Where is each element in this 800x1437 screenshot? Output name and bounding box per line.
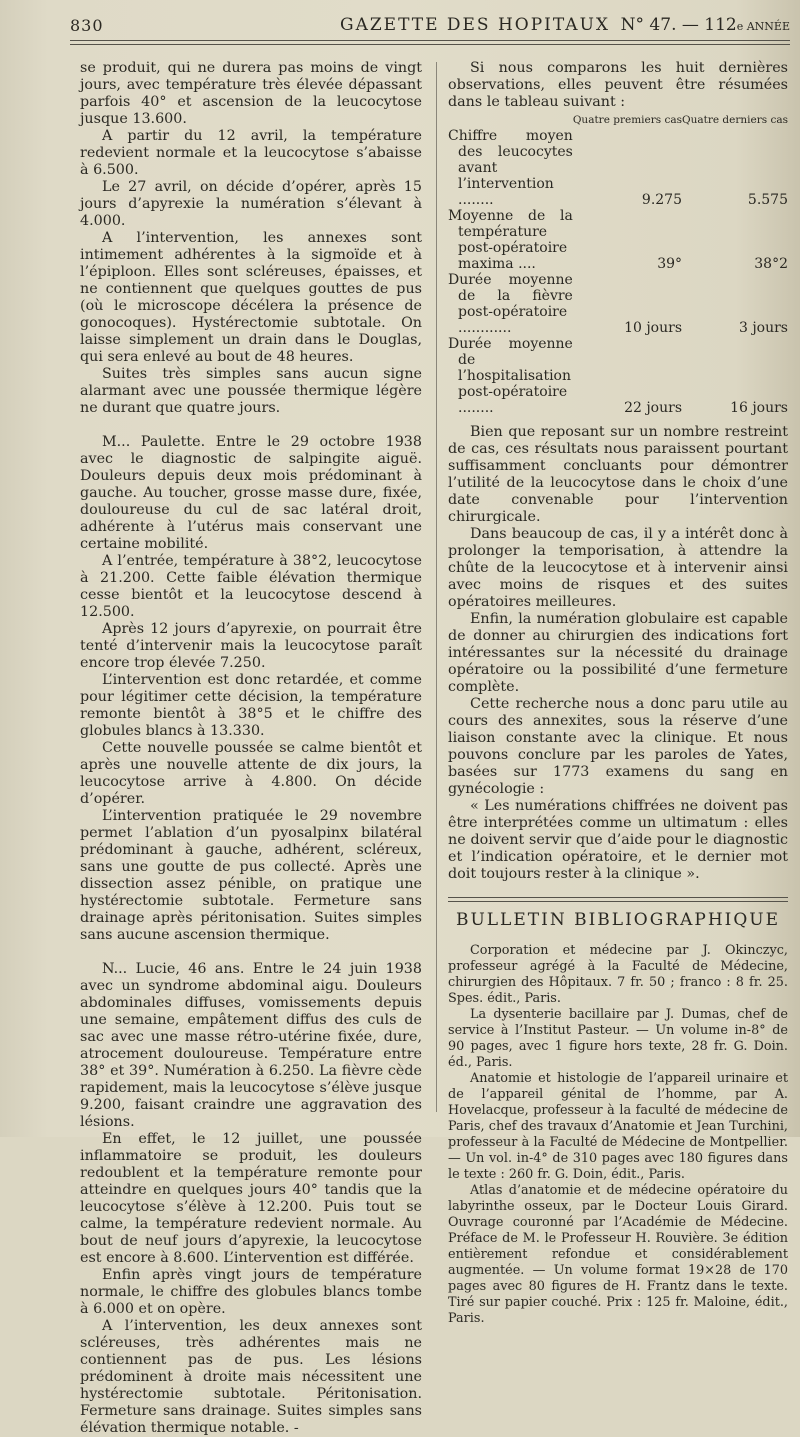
cell-value: 10 jours bbox=[624, 320, 683, 336]
row-label: Durée moyenne de la fièvre post-opératoire ............ bbox=[448, 272, 573, 336]
cell-value: 5.575 bbox=[747, 192, 788, 208]
header-rule bbox=[70, 40, 790, 41]
column-header: Quatre premiers cas bbox=[572, 114, 683, 126]
cell-value: 38°2 bbox=[754, 256, 788, 272]
header-rule-double bbox=[70, 44, 790, 45]
table-row bbox=[448, 128, 788, 208]
bibliography-entry: Atlas d’anatomie et de médecine opératoire du labyrinthe osseux, par le Docteur Louis Girard. Ouvrage couronné par l’Académie de Médecine. Préface de M. le Professeur H. Rouvière. 3e édition entièrement refondue et considérablement augmentée. — Un volume format 19×28 de 170 pages avec 80 figures de H. Frantz dans le texte. Tiré sur papier couché. Prix : 125 fr. Maloine, édit., Paris. bbox=[448, 1183, 788, 1326]
paragraph: Enfin, la numération globulaire est capable de donner au chirurgien des indications fort intéressantes sur la nécessité du drainage opératoire ou la possibilité d’une fermeture complète. bbox=[448, 611, 788, 695]
cell-value: 22 jours bbox=[624, 400, 683, 416]
paragraph: Le 27 avril, on décide d’opérer, après 15 jours d’apyrexie la numération s’élevant à 4.000. bbox=[80, 179, 422, 229]
paragraph: A l’intervention, les annexes sont intimement adhérentes à la sigmoïde et à l’épiploon. Elles sont scléreuses, épaisses, et ne contiennent que quelques gouttes de pus (où le microscope décélera la présence de gonocoques). Hystérectomie subtotale. On laisse simplement un drain dans le Douglas, qui sera enlevé au bout de 48 heures. bbox=[80, 230, 422, 365]
section-rule-double bbox=[448, 901, 788, 902]
table-header-row bbox=[448, 115, 788, 128]
paragraph: se produit, qui ne durera pas moins de vingt jours, avec température très élevée dépassant parfois 40° et ascension de la leucocytose jusque 13.600. bbox=[80, 60, 422, 127]
paragraph: Suites très simples sans aucun signe alarmant avec une poussée thermique légère ne durant que quatre jours. bbox=[80, 366, 422, 416]
case-paragraph: N... Lucie, 46 ans. Entre le 24 juin 1938 avec un syndrome abdominal aigu. Douleurs abdominales diffuses, vomissements depuis une semaine, empâtement diffus des culs de sac avec une masse rétro-utérine fixée, dure, atrocement douloureuse. Température entre 38° et 39°. Numération à 6.250. La fièvre cède rapidement, mais la leucocytose s’élève jusque 9.200, faisant craindre une aggravation des lésions. bbox=[80, 961, 422, 1130]
paragraph: Si nous comparons les huit dernières observations, elles peuvent être résumées dans le tableau suivant : bbox=[448, 60, 788, 110]
table-row bbox=[448, 208, 788, 272]
paragraph: L’intervention est donc retardée, et comme pour légitimer cette décision, la température remonte bientôt à 38°5 et le chiffre des globules blancs à 13.330. bbox=[80, 672, 422, 739]
paragraph: A l’entrée, température à 38°2, leucocytose à 21.200. Cette faible élévation thermique cesse bientôt et la leucocytose descend à 12.500. bbox=[80, 553, 422, 620]
paragraph: A l’intervention, les deux annexes sont scléreuses, très adhérentes mais ne contiennent pas de pus. Les lésions prédominent à droite mais nécessitent une hystérectomie subtotale. Péritonisation. Fermeture sans drainage. Suites simples sans élévation thermique notable. - bbox=[80, 1318, 422, 1436]
quote-paragraph: « Les numérations chiffrées ne doivent pas être interprétées comme un ultimatum : elles ne doivent servir que d’aide pour le diagnostic et l’indication opératoire, et le dernier mot doit toujours rester à la clinique ». bbox=[448, 798, 788, 882]
row-label: Chiffre moyen des leucocytes avant l’intervention ........ bbox=[448, 128, 573, 208]
paragraph: L’intervention pratiquée le 29 novembre permet l’ablation d’un pyosalpinx bilatéral prédominant à gauche, adhérent, scléreux, sans une goutte de pus collecté. Après une dissection assez pénible, on pratique une hystérectomie subtotale. Fermeture sans drainage après péritonisation. Suites simples sans aucune ascension thermique. bbox=[80, 808, 422, 943]
table-row bbox=[448, 272, 788, 336]
paragraph: Cette nouvelle poussée se calme bientôt et après une nouvelle attente de dix jours, la leucocytose arrive à 4.800. On décide d’opérer. bbox=[80, 740, 422, 807]
bibliography-entry: Corporation et médecine par J. Okinczyc, professeur agrégé à la Faculté de Médecine, chirurgien des Hôpitaux. 7 fr. 50 ; franco : 8 fr. 25. Spes. édit., Paris. bbox=[448, 943, 788, 1006]
journal-title: GAZETTE DES HOPITAUX bbox=[340, 15, 611, 35]
paragraph: Dans beaucoup de cas, il y a intérêt donc à prolonger la temporisation, à attendre la chûte de la leucocytose et à intervenir ainsi avec moins de risques et des suites opératoires meilleures. bbox=[448, 526, 788, 610]
cell-value: 3 jours bbox=[738, 320, 788, 336]
row-label: Moyenne de la température post-opératoire maxima .... bbox=[448, 208, 573, 272]
bulletin-title: BULLETIN BIBLIOGRAPHIQUE bbox=[455, 910, 781, 930]
cell-value: 9.275 bbox=[641, 192, 683, 208]
comparison-table bbox=[448, 115, 788, 416]
page-number: 830 bbox=[70, 16, 104, 35]
paragraph: Enfin après vingt jours de température normale, le chiffre des globules blancs tombe à 6.000 et on opère. bbox=[80, 1267, 422, 1317]
paragraph: Après 12 jours d’apyrexie, on pourrait être tenté d’intervenir mais la leucocytose paraît encore trop élevée 7.250. bbox=[80, 621, 422, 671]
paragraph: Bien que reposant sur un nombre restreint de cas, ces résultats nous paraissent pourtant suffisamment concluants pour démontrer l’utilité de la leucocytose dans le choix d’une date convenable pour l’intervention chirurgicale. bbox=[448, 424, 788, 525]
issue-info bbox=[621, 15, 790, 35]
section-rule bbox=[448, 897, 788, 898]
paragraph: En effet, le 12 juillet, une poussée inflammatoire se produit, les douleurs redoublent et la température remonte pour atteindre en quelques jours 40° tandis que la leucocytose s’élève à 12.200. Puis tout se calme, la température redevient normale. Au bout de neuf jours d’apyrexie, la leucocytose est encore à 8.600. L’intervention est différée. bbox=[80, 1131, 422, 1266]
page-header bbox=[70, 12, 790, 42]
table-row bbox=[448, 336, 788, 416]
issue-year: e ANNÉE bbox=[736, 20, 790, 33]
paragraph: A partir du 12 avril, la température redevient normale et la leucocytose s’abaisse à 6.500. bbox=[80, 128, 422, 178]
column-header: Quatre derniers cas bbox=[682, 114, 788, 126]
row-label: Durée moyenne de l’hospitalisation post-opératoire ........ bbox=[448, 336, 573, 416]
case-paragraph: M... Paulette. Entre le 29 octobre 1938 avec le diagnostic de salpingite aiguë. Douleurs depuis deux mois prédominant à gauche. Au toucher, grosse masse dure, fixée, douloureuse du cul de sac latéral droit, adhérente à l’utérus mais conservant une certaine mobilité. bbox=[80, 434, 422, 552]
paragraph: Cette recherche nous a donc paru utile au cours des annexites, sous la réserve d’une liaison constante avec la clinique. Et nous pouvons conclure par les paroles de Yates, basées sur 1773 examens du sang en gynécologie : bbox=[448, 696, 788, 797]
cell-value: 16 jours bbox=[730, 400, 788, 416]
column-divider bbox=[436, 62, 437, 1112]
cell-value: 39° bbox=[657, 256, 683, 272]
bibliography-entry: Anatomie et histologie de l’appareil urinaire et de l’appareil génital de l’homme, par A. Hovelacque, professeur à la faculté de médecine de Paris, chef des travaux d’Anatomie et Jean Turchini, professeur à la Faculté de Médecine de Montpellier. — Un vol. in-4° de 310 pages avec 180 figures dans le texte : 260 fr. G. Doin, édit., Paris. bbox=[448, 1071, 788, 1182]
issue-number: N° 47. — 112 bbox=[620, 15, 737, 35]
bibliography-entry: La dysenterie bacillaire par J. Dumas, chef de service à l’Institut Pasteur. — Un volume in-8° de 90 pages, avec 1 figure hors texte, 28 fr. G. Doin. éd., Paris. bbox=[448, 1007, 788, 1070]
left-column bbox=[80, 60, 422, 1437]
